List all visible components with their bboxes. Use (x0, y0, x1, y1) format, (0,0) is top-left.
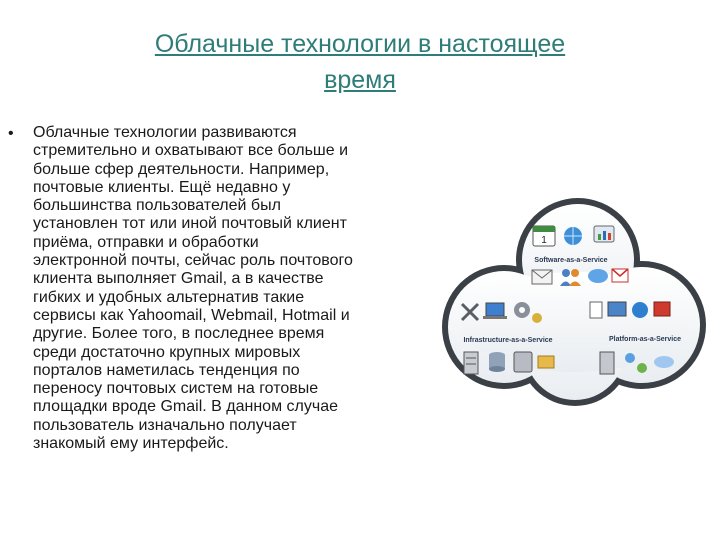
bullet-line: среди достаточно крупных мировых (33, 343, 301, 361)
title-line-1: Облачные технологии в настоящее (154, 30, 566, 58)
paas-label: Platform-as-a-Service (609, 336, 681, 343)
laptop-icon (483, 303, 507, 319)
monitor-icon (608, 302, 626, 316)
bullet-marker: • (8, 125, 14, 142)
saas-label: Software-as-a-Service (534, 257, 608, 264)
bullet-line: клиента выполняет Gmail, а в качестве (33, 270, 324, 288)
chat-bubble-icon (588, 269, 608, 283)
iaas-label: Infrastructure-as-a-Service (463, 337, 553, 344)
bullet-line: установлен тот или иной почтовый клиент (33, 215, 347, 233)
monitor-chart-icon (594, 226, 614, 242)
bullet-line: электронной почты, сейчас роль почтового (33, 252, 353, 270)
document-icon (590, 302, 602, 318)
globe-icon (564, 227, 582, 245)
bullet-line: стремительно и охватывают все больше и (33, 142, 349, 160)
database-icon (489, 352, 505, 372)
mail-icon (532, 270, 552, 284)
bullet-text (33, 124, 448, 453)
gear-icon (514, 302, 530, 318)
tools-box-icon (654, 302, 670, 316)
calendar-number: 1 (541, 235, 547, 246)
server-rack-icon (600, 352, 614, 374)
bullet-line: другие. Более того, в последнее время (33, 325, 325, 343)
cloud-upload-icon (654, 356, 674, 368)
slide-title (40, 26, 680, 98)
bullet-line: площадки вроде Gmail. В данном случае (33, 398, 338, 416)
gmail-icon (612, 269, 628, 282)
bullet-line: приёма, отправки и обработки (33, 233, 259, 251)
cloud-computing-diagram (440, 182, 710, 412)
calendar-icon (533, 226, 555, 246)
bullet-line: пользователь изначально получает (33, 416, 297, 434)
bullet-line: больше сфер деятельности. Например, (33, 160, 330, 178)
bullet-line: порталов наметилась тенденция по (33, 361, 300, 379)
bullet-line: знакомый ему интерфейс. (33, 435, 229, 453)
bullet-line: гибких и удобных альтернатив такие (33, 288, 305, 306)
folder-icon (538, 356, 554, 368)
server-icon (464, 352, 478, 374)
bullet-line: сервисы как Yahoomail, Webmail, Hotmail и (33, 306, 350, 324)
bullet-line: большинства пользователей был (33, 197, 281, 215)
network-icon (532, 313, 542, 323)
globe-network-icon (632, 302, 648, 318)
title-line-2: время (324, 66, 396, 94)
bullet-line: почтовые клиенты. Ещё недавно у (33, 178, 291, 196)
storage-icon (514, 352, 532, 372)
bullet-line: Облачные технологии развиваются (33, 124, 297, 141)
bullet-line: переносу почтовых систем на готовые (33, 380, 319, 398)
